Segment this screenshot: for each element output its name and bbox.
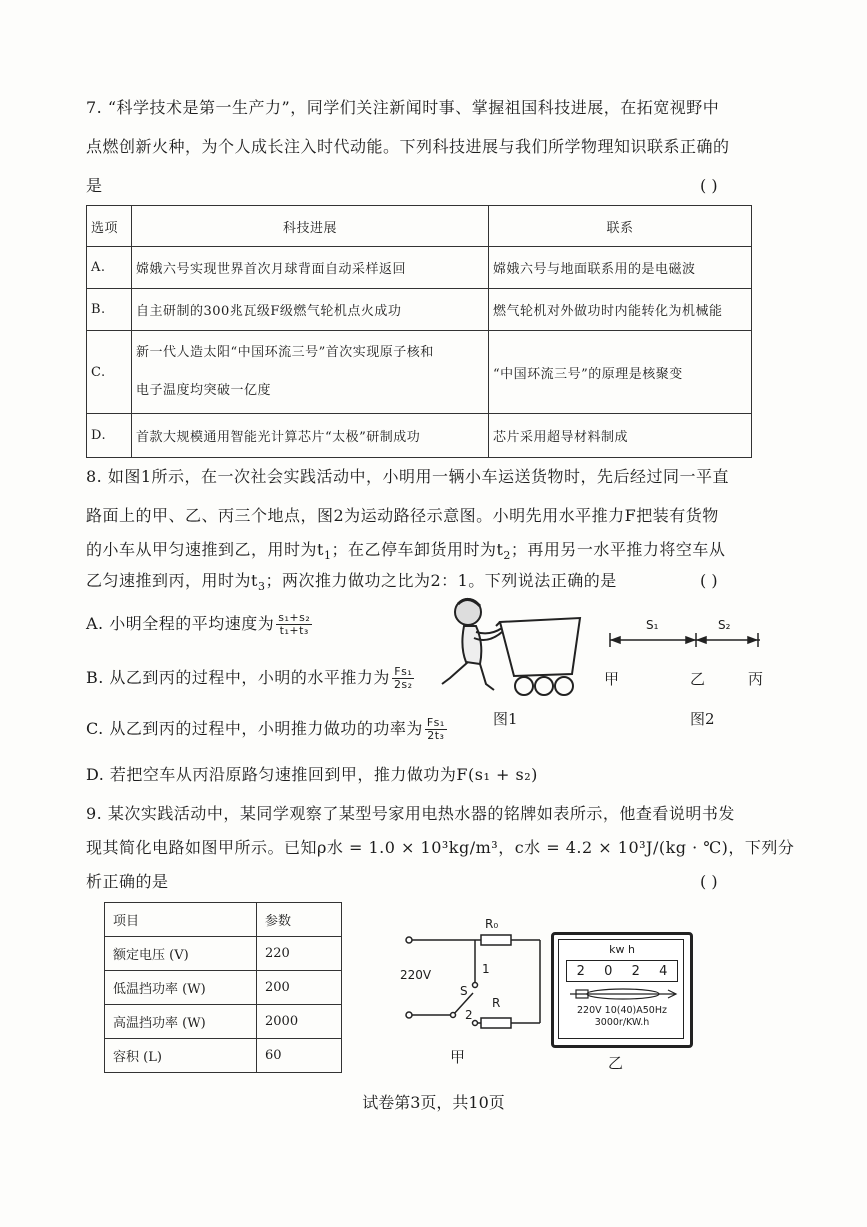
q7-row-link: 燃气轮机对外做功时内能转化为机械能 xyxy=(489,289,752,331)
q8-option-a-fraction xyxy=(276,612,312,637)
q8-option-c xyxy=(86,717,447,742)
cart xyxy=(496,618,580,695)
q7-row-link: 芯片采用超导材料制成 xyxy=(489,414,752,458)
q7-answer-paren: ( ) xyxy=(700,176,718,195)
q8-option-c-text: C. 从乙到丙的过程中，小明推力做功的功率为 xyxy=(86,719,423,738)
q7-header-link: 联系 xyxy=(489,206,752,247)
figure-2-point-b: 乙 xyxy=(690,670,706,688)
q9-table-header xyxy=(105,903,342,937)
q7-row-d xyxy=(87,414,752,458)
fraction-numerator: Fs₁ xyxy=(426,716,445,729)
q7-line-1: 7. “科学技术是第一生产力”，同学们关注新闻时事、掌握祖国科技进展，在拓宽视野中 xyxy=(86,98,720,117)
fraction-numerator: s₁+s₂ xyxy=(278,611,311,624)
table-row xyxy=(105,1039,342,1073)
table-cell-item: 额定电压 (V) xyxy=(105,937,257,971)
q7-row-b xyxy=(87,289,752,331)
fraction-denominator: 2t₃ xyxy=(427,729,445,742)
circuit-label-2: 2 xyxy=(465,1008,473,1022)
q8-option-b-fraction xyxy=(392,666,415,691)
q7-row-option: B. xyxy=(87,289,132,331)
circuit-label-voltage: 220V xyxy=(400,968,432,982)
q8-option-a xyxy=(86,612,312,637)
table-row xyxy=(105,971,342,1005)
q8-line-3c: ；再用另一水平推力将空车从 xyxy=(510,540,726,559)
meter-disc-icon xyxy=(568,985,678,1003)
table-row xyxy=(105,937,342,971)
meter-digit: 0 xyxy=(604,963,613,979)
circuit-label-s: S xyxy=(460,984,468,998)
q7-row-progress xyxy=(132,331,489,414)
q8-option-b xyxy=(86,666,415,691)
q9-line-1: 9. 某次实践活动中，某同学观察了某型号家用电热水器的铭牌如表所示，他查看说明书发 xyxy=(86,804,735,823)
q9-answer-paren: ( ) xyxy=(700,872,718,891)
q7-row-link: 嫦娥六号与地面联系用的是电磁波 xyxy=(489,247,752,289)
figure-2-caption: 图2 xyxy=(690,710,715,728)
q7-row-progress: 首款大规模通用智能光计算芯片“太极”研制成功 xyxy=(132,414,489,458)
table-cell-value: 200 xyxy=(257,971,342,1005)
q7-table xyxy=(86,205,752,458)
energy-meter xyxy=(551,932,693,1048)
fraction-denominator: t₁+t₃ xyxy=(279,624,309,637)
figure-1-cart-illustration xyxy=(430,592,590,702)
figure-2-point-c: 丙 xyxy=(748,670,764,688)
table-cell-value: 2000 xyxy=(257,1005,342,1039)
q7-line-2: 点燃创新火种，为个人成长注入时代动能。下列科技进展与我们所学物理知识联系正确的 xyxy=(86,137,730,156)
q7-line-3: 是 xyxy=(86,176,103,195)
table-cell-value: 60 xyxy=(257,1039,342,1073)
q9-line-2: 现其简化电路如图甲所示。已知ρ水 = 1.0 × 10³kg/m³，c水 = 4.2 × 10³J/(kg · ℃)，下列分 xyxy=(86,838,795,857)
person-pushing-cart xyxy=(442,599,502,690)
energy-meter-spec-1: 220V 10(40)A50Hz xyxy=(577,1005,667,1016)
q7-row-option: A. xyxy=(87,247,132,289)
figure-2-label-s1: S₁ xyxy=(646,618,659,632)
fraction-denominator: 2s₂ xyxy=(393,678,413,691)
q7-row-link: “中国环流三号”的原理是核聚变 xyxy=(489,331,752,414)
circuit-label-1: 1 xyxy=(482,962,490,976)
q9-header-item: 项目 xyxy=(105,903,257,937)
figure-2-label-s2: S₂ xyxy=(718,618,731,632)
energy-meter-counter xyxy=(566,960,678,982)
q9-header-value: 参数 xyxy=(257,903,342,937)
q7-row-progress: 嫦娥六号实现世界首次月球背面自动采样返回 xyxy=(132,247,489,289)
q8-option-a-text: A. 小明全程的平均速度为 xyxy=(86,614,275,633)
figure-1-caption: 图1 xyxy=(493,710,518,728)
q8-line-1: 8. 如图1所示，在一次社会实践活动中，小明用一辆小车运送货物时，先后经过同一平直 xyxy=(86,467,730,486)
q7-row-progress-line1: 新一代人造太阳“中国环流三号”首次实现原子核和 xyxy=(136,345,434,360)
q9-line-3: 析正确的是 xyxy=(86,872,169,891)
q7-row-progress: 自主研制的300兆瓦级F级燃气轮机点火成功 xyxy=(132,289,489,331)
table-cell-value: 220 xyxy=(257,937,342,971)
q7-row-c xyxy=(87,331,752,414)
table-cell-item: 低温挡功率 (W) xyxy=(105,971,257,1005)
table-row xyxy=(105,1005,342,1039)
q7-row-a xyxy=(87,247,752,289)
q8-line-2: 路面上的甲、乙、丙三个地点，图2为运动路径示意图。小明先用水平推力F把装有货物 xyxy=(86,506,719,525)
q8-line-4: 乙匀速推到丙，用时为$t_3$；两次推力做功之比为2：1。下列说法正确的是 xyxy=(86,571,617,594)
q8-answer-paren: ( ) xyxy=(700,571,718,590)
table-cell-item: 高温挡功率 (W) xyxy=(105,1005,257,1039)
q9-nameplate-table xyxy=(104,902,342,1073)
circuit-caption: 甲 xyxy=(450,1048,466,1066)
energy-meter-spec-2: 3000r/KW.h xyxy=(594,1017,650,1028)
page-footer: 试卷第3页，共10页 xyxy=(362,1093,505,1112)
fraction-numerator: Fs₁ xyxy=(394,665,413,678)
q7-header-option: 选项 xyxy=(87,206,132,247)
circuit-label-r0: R₀ xyxy=(485,917,499,931)
meter-digit: 2 xyxy=(631,963,640,979)
q8-line-3: 的小车从甲匀速推到乙，用时为$t_1$；在乙停车卸货用时为$t_2$；再用另一水平推力将空车从 xyxy=(86,540,726,563)
circuit-label-r: R xyxy=(492,996,501,1010)
q8-option-c-fraction xyxy=(425,717,447,742)
q8-line-4b: ；两次推力做功之比为2：1。下列说法正确的是 xyxy=(265,571,617,590)
q8-option-b-text: B. 从乙到丙的过程中，小明的水平推力为 xyxy=(86,668,390,687)
q7-row-option: D. xyxy=(87,414,132,458)
q8-line-3b: ；在乙停车卸货用时为t xyxy=(331,540,504,559)
q7-row-progress-line2: 电子温度均突破一亿度 xyxy=(136,383,272,398)
meter-digit: 2 xyxy=(576,963,585,979)
q7-header-progress: 科技进展 xyxy=(132,206,489,247)
figure-2-point-a: 甲 xyxy=(604,670,620,688)
meter-digit: 4 xyxy=(659,963,668,979)
q7-table-header xyxy=(87,206,752,247)
q8-option-d: D. 若把空车从丙沿原路匀速推回到甲，推力做功为F(s₁ + s₂) xyxy=(86,765,538,784)
figure-2-path-diagram xyxy=(600,614,770,654)
table-cell-item: 容积 (L) xyxy=(105,1039,257,1073)
q8-line-4a: 乙匀速推到丙，用时为t xyxy=(86,571,258,590)
q7-row-option: C. xyxy=(87,331,132,414)
energy-meter-unit: kw h xyxy=(609,943,635,956)
energy-meter-caption: 乙 xyxy=(608,1054,624,1072)
q8-line-3a: 的小车从甲匀速推到乙，用时为t xyxy=(86,540,324,559)
